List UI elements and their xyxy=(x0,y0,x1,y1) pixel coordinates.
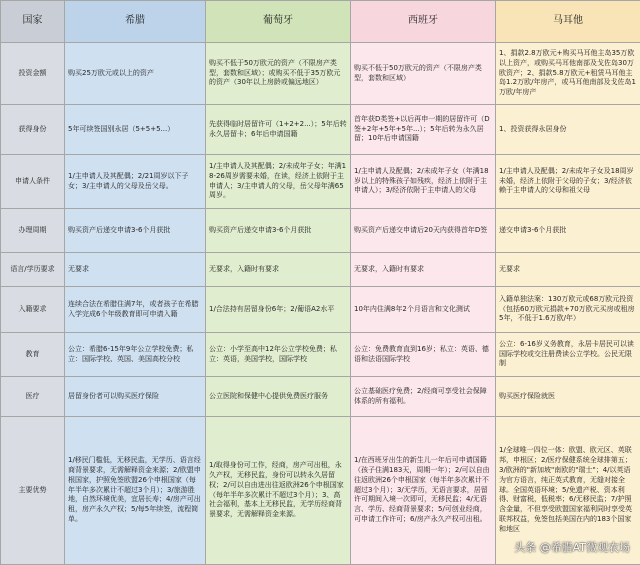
row-naturalization xyxy=(1,287,640,333)
cell-spain: 购买不低于50万欧元的资产（不限房产类型，套数和区域） xyxy=(351,43,496,105)
row-processing xyxy=(1,209,640,253)
cell-portugal: 购买不低于50万欧元的资产（不限房产类型，套数和区域）；或购买不低于35万欧元的资产（30年以上房龄或偏远地区） xyxy=(206,43,351,105)
row-medical xyxy=(1,377,640,417)
cell-malta: 入籍单独法案：130万欧元或68万欧元投资（包括60万欧元捐款+70万欧元买房或租房5年，不低于1.6万欧/年） xyxy=(496,287,640,333)
cell-spain: 公立：免费教育直到16岁；私立：英语、德语和法语国际学校 xyxy=(351,333,496,377)
row-label: 申请人条件 xyxy=(1,155,65,209)
cell-portugal: 购买资产后递交申请3-6个月获批 xyxy=(206,209,351,253)
header-row xyxy=(1,1,640,43)
cell-greece: 1/移民门槛低，无移民监，无学历、语言经商背景要求，无需解释资金来源；2/欧盟申根国家，护照免签欧盟26个申根国家（每年半年多次累计不超过3个月）；3/旅游胜地，自然环境优美，宜居长寿；4/房产可出租，房产永久产权；5/每5年续签，流程简单。 xyxy=(65,417,206,565)
row-label: 投资金额 xyxy=(1,43,65,105)
country-portugal: 葡萄牙 xyxy=(206,1,351,43)
cell-malta: 1/主申请人及配偶；2/未成年子女及18周岁未婚，经济上依附于父母的子女；3/经济依赖于主申请人的父母和祖父母 xyxy=(496,155,640,209)
cell-portugal: 1/主申请人及其配偶；2/未成年子女；年满18-26周岁需要未婚，在读，经济上依附于主申请人；3/主申请人的父母，岳父母年满65周岁。 xyxy=(206,155,351,209)
row-status xyxy=(1,105,640,155)
cell-greece: 5年可续签国别永居（5+5+5...） xyxy=(65,105,206,155)
country-header: 国家 xyxy=(1,1,65,43)
cell-malta: 递交申请3-6个月获批 xyxy=(496,209,640,253)
row-label: 医疗 xyxy=(1,377,65,417)
cell-portugal: 公立：小学至高中12年公立学校免费；私立：英语，美国学校，国际学校 xyxy=(206,333,351,377)
row-education xyxy=(1,333,640,377)
cell-malta: 公立：6-16岁义务教育，永居卡居民可以读国际学校或交注册费读公立学校。公民无限制 xyxy=(496,333,640,377)
row-applicant xyxy=(1,155,640,209)
row-label: 入籍要求 xyxy=(1,287,65,333)
watermark: 头条 @希腊AT微观农场 xyxy=(514,540,630,556)
cell-greece: 连续合法在希腊住满7年，或者孩子在希腊入学完成6个年级教育即可申请入籍 xyxy=(65,287,206,333)
cell-spain: 无要求，入籍时有要求 xyxy=(351,253,496,287)
row-label: 办理周期 xyxy=(1,209,65,253)
row-investment xyxy=(1,43,640,105)
cell-greece: 无要求 xyxy=(65,253,206,287)
cell-spain: 公立基础医疗免费；2/经商可享受社会保障体系的所有福利。 xyxy=(351,377,496,417)
country-spain: 西班牙 xyxy=(351,1,496,43)
cell-spain: 购买资产后递交申请后20天内获得首年D签 xyxy=(351,209,496,253)
cell-portugal: 1/合法持有居留身份6年；2/葡语A2水平 xyxy=(206,287,351,333)
cell-malta: 1/全球唯一四位一体：欧盟、欧元区、英联邦，申根区；2/医疗保健系统全球排第五；3/欧洲的"新加坡"南欧的"瑞士"；4/以英语为官方语言，纯正英式教育，无缝对接全球。全国英语环境；5/免遗产税、资本利得、财富税，低税率；6/无移民监；7/护照含金量，不但享受欧盟国家福利同时享受英联邦权益，免签包括美国在内的183个国家和地区 xyxy=(496,417,640,565)
cell-malta: 购买医疗保险就医 xyxy=(496,377,640,417)
cell-spain: 1/主申请人及配偶；2/未成年子女（年满18岁以上的特殊孩子如残疾，经济上依附于主申请人）；3/经济依附于主申请人的父母 xyxy=(351,155,496,209)
row-label: 教育 xyxy=(1,333,65,377)
cell-portugal: 无要求，入籍时有要求 xyxy=(206,253,351,287)
country-greece: 希腊 xyxy=(65,1,206,43)
cell-malta: 1、捐款2.8万欧元+购买马耳他主岛35万欧以上资产，或购买马耳他南部及戈佐岛30万欧资产；2、捐款5.8万欧元+租赁马耳他主岛1.2万欧/年房产，或马耳他南部及戈佐岛1万欧/年房产 xyxy=(496,43,640,105)
row-language xyxy=(1,253,640,287)
country-malta: 马耳他 xyxy=(496,1,640,43)
cell-malta: 1、投资获得永居身份 xyxy=(496,105,640,155)
cell-portugal: 先获得临时居留许可（1+2+2...）；5年后转永久居留卡；6年后申请国籍 xyxy=(206,105,351,155)
cell-greece: 购买资产后递交申请3-6个月获批 xyxy=(65,209,206,253)
cell-greece: 公立：希腊6-15年9年公立学校免费；私立：国际学校、英国、美国高校分校 xyxy=(65,333,206,377)
cell-portugal: 1/取得身份可工作，经商，房产可出租，永久产权，无移民监，身份可以转永久居留权；2/可以自由进出往返欧洲26个申根国家（每年半年多次累计不超过3个月）；3、高社会福利，基本上无移民监，无学历经商背景要求，无需解释资金来源。 xyxy=(206,417,351,565)
cell-greece: 1/主申请人及其配偶；2/21周岁以下子女；3/主申请人的父母及岳父母。 xyxy=(65,155,206,209)
cell-portugal: 公立医院和保健中心提供免费医疗服务 xyxy=(206,377,351,417)
cell-greece: 购买25万欧元或以上的资产 xyxy=(65,43,206,105)
cell-malta: 无要求 xyxy=(496,253,640,287)
cell-spain: 1/在西班牙出生的新生儿一年后可申请国籍（孩子住满183天，周期一年）；2/可以自由往返欧洲26个申根国家（每半年多次累计不超过3个月）；3/无学历，无语言要求，居留许可期间入境一次即可，无移民监；4/无语言、学历、经商背景要求；5/可创业经商，可申请工作许可；6/房产永久产权可出租。 xyxy=(351,417,496,565)
cell-spain: 10年内住满8年2个月语言和文化测试 xyxy=(351,287,496,333)
cell-greece: 居留身份者可以购买医疗保险 xyxy=(65,377,206,417)
row-label: 主要优势 xyxy=(1,417,65,565)
cell-spain: 首年获D类签+以后再申一期的居留许可（D签+2年+5年+5年...）；5年后转为永久居留；10年后申请国籍 xyxy=(351,105,496,155)
row-label: 获得身份 xyxy=(1,105,65,155)
row-label: 语言/学历要求 xyxy=(1,253,65,287)
